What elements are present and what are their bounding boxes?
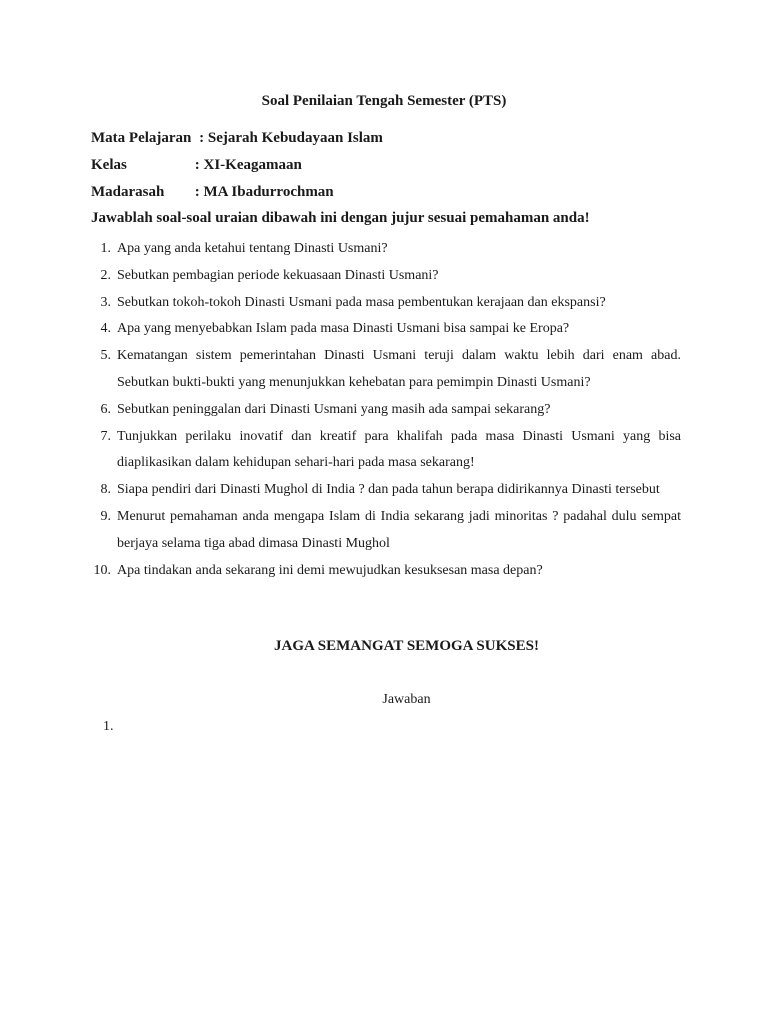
question-item (91, 397, 681, 424)
question-text: Sebutkan pembagian periode kekuasaan Dinasti Usmani? (117, 267, 439, 283)
answer-item: 1. (103, 719, 114, 734)
meta-class (91, 157, 302, 174)
question-number: 10. (93, 562, 111, 578)
closing-message: JAGA SEMANGAT SEMOGA SUKSES! (274, 638, 539, 654)
meta-class-label: Kelas (91, 157, 127, 173)
question-item (91, 263, 681, 290)
document-title: Soal Penilaian Tengah Semester (PTS) (261, 93, 507, 109)
question-text: Apa yang anda ketahui tentang Dinasti Usmani? (117, 241, 388, 256)
question-text: Tunjukkan perilaku inovatif dan kreatif para khalifah pada masa Dinasti Usmani yang bisa diaplikasikan dalam kehidupan sehari-hari pada masa sekarang! (117, 428, 681, 471)
question-text: Apa yang menyebabkan Islam pada masa Dinasti Usmani bisa sampai ke Eropa? (117, 321, 570, 337)
meta-school (91, 184, 334, 201)
question-text: Sebutkan tokoh-tokoh Dinasti Usmani pada masa pembentukan kerajaan dan ekspansi? (117, 294, 606, 310)
question-item (91, 236, 681, 263)
question-text: Kematangan sistem pemerintahan Dinasti Usmani teruji dalam waktu lebih dari enam abad. Sebutkan bukti-bukti yang menunjukkan kehebatan para pemimpin Dinasti Usmani? (117, 348, 681, 390)
meta-subject (91, 130, 383, 147)
question-number: 4. (100, 321, 111, 337)
meta-class-value: : XI-Keagamaan (194, 157, 302, 173)
question-number: 7. (100, 428, 111, 444)
question-number: 2. (100, 267, 111, 283)
question-number: 5. (100, 348, 111, 364)
question-number: 3. (100, 294, 111, 310)
question-text: Apa tindakan anda sekarang ini demi mewujudkan kesuksesan masa depan? (117, 562, 543, 578)
question-item (91, 316, 681, 343)
question-list (91, 236, 681, 584)
question-number: 1. (100, 241, 111, 256)
question-item (91, 504, 681, 558)
question-number: 6. (100, 401, 111, 417)
answer-heading: Jawaban (382, 692, 431, 707)
question-item (91, 424, 681, 478)
question-number: 8. (100, 482, 111, 498)
question-item (91, 290, 681, 317)
question-text: Menurut pemahaman anda mengapa Islam di India sekarang jadi minoritas ? padahal dulu sempat berjaya selama tiga abad dimasa Dinasti Mughol (117, 508, 681, 551)
question-number: 9. (100, 508, 111, 524)
instruction-text: Jawablah soal-soal uraian dibawah ini dengan jujur sesuai pemahaman anda! (91, 210, 590, 226)
question-item (91, 558, 681, 585)
meta-school-label: Madarasah (91, 184, 165, 200)
question-item (91, 343, 681, 397)
question-text: Sebutkan peninggalan dari Dinasti Usmani yang masih ada sampai sekarang? (117, 401, 551, 417)
question-text: Siapa pendiri dari Dinasti Mughol di India ? dan pada tahun berapa didirikannya Dinasti tersebut (117, 482, 660, 498)
meta-subject-value: : Sejarah Kebudayaan Islam (199, 130, 383, 146)
meta-school-value: : MA Ibadurrochman (194, 184, 334, 200)
meta-subject-label: Mata Pelajaran (91, 130, 192, 146)
question-item (91, 477, 681, 504)
